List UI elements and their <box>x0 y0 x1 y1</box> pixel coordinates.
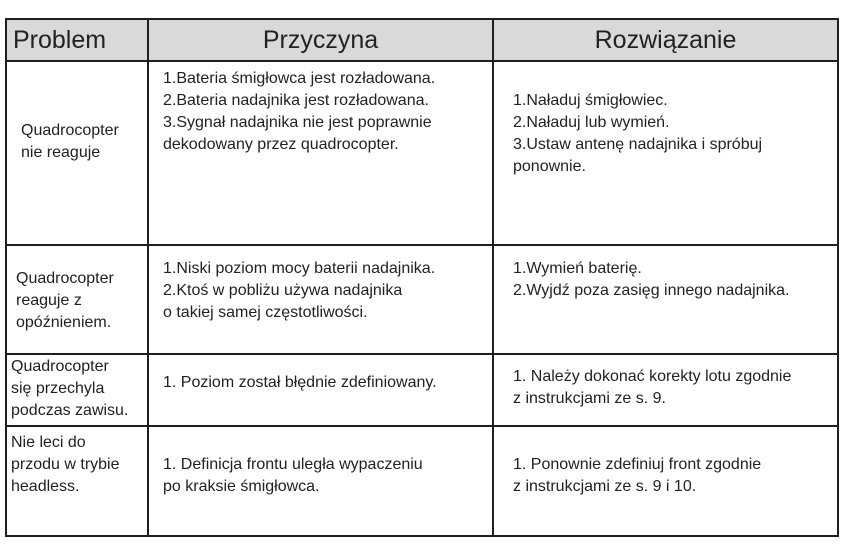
table-row <box>6 426 838 536</box>
table-row <box>6 354 838 426</box>
problem-cell <box>6 426 148 536</box>
cause-cell <box>148 426 493 536</box>
header-row <box>6 19 838 61</box>
cause-text: 1. Definicja frontu uległa wypaczeniu po kraksie śmigłowca. <box>163 456 423 495</box>
solution-text: 1.Wymień baterię. 2.Wyjdź poza zasięg innego nadajnika. <box>513 260 790 299</box>
troubleshooting-table <box>5 18 839 537</box>
solution-cell <box>493 245 838 354</box>
problem-text: Quadrocopter nie reaguje <box>21 122 119 161</box>
cause-text: 1.Niski poziom mocy baterii nadajnika. 2.Ktoś w pobliżu używa nadajnika o takiej samej częstotliwości. <box>163 260 436 321</box>
solution-text: 1. Ponownie zdefiniuj front zgodnie z instrukcjami ze s. 9 i 10. <box>513 456 762 495</box>
problem-text: Quadrocopter się przechyla podczas zawisu. <box>11 358 129 419</box>
cause-cell <box>148 245 493 354</box>
solution-cell <box>493 426 838 536</box>
header-cause: Przyczyna <box>148 19 493 61</box>
problem-cell <box>6 245 148 354</box>
troubleshooting-table-wrapper <box>5 18 837 536</box>
problem-text: Nie leci do przodu w trybie headless. <box>11 434 120 495</box>
solution-cell <box>493 354 838 426</box>
table-row <box>6 245 838 354</box>
header-problem: Problem <box>6 19 148 61</box>
problem-text: Quadrocopter reaguje z opóźnieniem. <box>16 270 114 331</box>
cause-cell <box>148 354 493 426</box>
solution-text: 1.Naładuj śmigłowiec. 2.Naładuj lub wymień. 3.Ustaw antenę nadajnika i spróbuj ponownie. <box>513 92 763 175</box>
problem-cell <box>6 354 148 426</box>
problem-cell <box>6 61 148 245</box>
cause-cell <box>148 61 493 245</box>
solution-text: 1. Należy dokonać korekty lotu zgodnie z instrukcjami ze s. 9. <box>513 368 792 407</box>
header-solution: Rozwiązanie <box>493 19 838 61</box>
cause-text: 1.Bateria śmigłowca jest rozładowana. 2.Bateria nadajnika jest rozładowana. 3.Sygnał nadajnika nie jest poprawnie dekodowany przez quadrocopter. <box>163 70 436 153</box>
table-row <box>6 61 838 245</box>
cause-text: 1. Poziom został błędnie zdefiniowany. <box>163 374 437 391</box>
solution-cell <box>493 61 838 245</box>
